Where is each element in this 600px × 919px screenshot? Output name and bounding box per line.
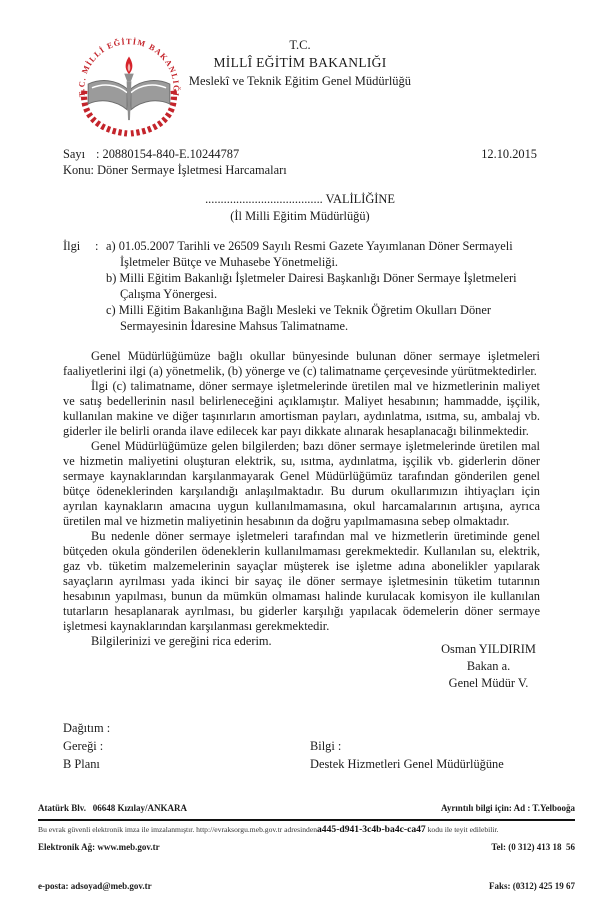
verification-strip — [38, 819, 575, 835]
signer-title-1: Bakan a. — [466, 659, 511, 673]
sayi-label: Sayı — [63, 147, 86, 161]
verification-suffix: kodu ile teyit edilebilir. — [425, 825, 499, 834]
contact-web: Elektronik Ağ: www.meb.gov.tr — [38, 842, 160, 852]
letterhead-tc: T.C. — [289, 38, 311, 52]
recipient-block — [0, 191, 600, 225]
konu-line — [63, 162, 537, 178]
ilgi-item-b: b) Milli Eğitim Bakanlığı İşletmeler Dairesi Başkanlığı Döner Sermaye İşletmeleri Çalışma Yönergesi. — [106, 271, 517, 301]
ilgi-label: İlgi — [63, 239, 81, 253]
closing-line: Bilgilerinizi ve gereğini rica ederim. — [91, 634, 272, 648]
distribution-block — [63, 719, 537, 773]
letter-body — [63, 349, 540, 649]
bilgi-value: Destek Hizmetleri Genel Müdürlüğüne — [310, 757, 504, 771]
ilgi-item-c: c) Milli Eğitim Bakanlığına Bağlı Mesleki ve Teknik Öğretim Okulları Döner Sermayesinin İdaresine Mahsus Talimatname. — [106, 303, 492, 333]
contact-info-person: Ayrıntılı bilgi için: Ad : T.Yelbooğa — [440, 803, 575, 813]
verification-code: a445-d941-3c4b-ba4c-ca47 — [317, 824, 426, 835]
contact-email: e-posta: adsoyad@meb.gov.tr — [38, 881, 152, 891]
letterhead-directorate: Meslekî ve Teknik Eğitim Genel Müdürlüğü — [188, 74, 412, 88]
emblem-circle-text: T.C. MİLLİ EĞİTİM BAKANLIĞI — [77, 37, 181, 98]
konu-label: Konu: — [63, 163, 94, 177]
paragraph-2: İlgi (c) talimatname, döner sermaye işletmelerinde üretilen mal ve hizmetlerinin maliyet ve satış bedellerinin nasıl belirleneceğini açıklamıştır. Maliyet hesabının; hammadde, işçilik, kullanılan makine ve diğer taşınırların amortisman payları, aydınlatma, ısıtma, su, ambalaj vb. giderler ile belirli oranda ilave edilecek kar payı dikkate alınarak hesaplanacağı bilinmektedir. — [63, 379, 540, 438]
ilgi-item-a: a) 01.05.2007 Tarihli ve 26509 Sayılı Resmi Gazete Yayımlanan Döner Sermayeli İşletmeler Bütçe ve Muhasebe Yönetmeliği. — [106, 239, 513, 269]
recipient-line1: ...................................... VALİLİĞİNE — [205, 192, 395, 206]
signature-block — [386, 641, 591, 692]
ilgi-colon: : — [95, 239, 99, 253]
letterhead — [0, 36, 600, 90]
references-block — [63, 238, 545, 334]
recipient-line2: (İl Milli Eğitim Müdürlüğü) — [230, 209, 370, 223]
signer-title-2: Genel Müdür V. — [448, 676, 529, 690]
document-date: 12.10.2015 — [481, 147, 537, 161]
dagitim-label: Dağıtım : — [63, 721, 111, 735]
signer-name: Osman YILDIRIM — [441, 642, 536, 656]
contact-fax: Faks: (0312) 425 19 67 — [489, 881, 575, 891]
geregi-value: B Planı — [63, 757, 100, 771]
contact-left-column — [38, 776, 187, 919]
paragraph-4: Bu nedenle döner sermaye işletmeleri tarafından mal ve hizmetlerin üretiminde genel bütçeden okula gönderilen ödeneklerin kullanılmaması gerekmektedir. Kullanılan su, elektrik, gaz vb. tüketim malzemelerinin sayaçlar müşterek ise işletme adına abonelikler yapılarak sayaçların ayrılması yada ikinci bir sayaç ile döner sermaye işletmesinin tüketim tutarının hesabının yapılması, bunun da mümkün olmaması halinde kurulacak komisyon ile kullanılan tutarların hesaplanarak ayrılması, bu giderler karşılığı yapılacak ödemelerin döner sermaye işletmesi kaynaklarından karşılanması gerekmektedir. — [63, 529, 540, 633]
geregi-label: Gereği : — [63, 739, 104, 753]
contact-address: Atatürk Blv. 06648 Kızılay/ANKARA — [38, 803, 188, 813]
sayi-line — [63, 146, 537, 162]
letterhead-ministry: MİLLÎ EĞİTİM BAKANLIĞI — [213, 55, 387, 70]
contact-right-column — [441, 776, 575, 919]
document-meta — [63, 146, 537, 178]
contact-tel: Tel: (0 312) 413 18 56 — [491, 842, 575, 852]
contact-footer — [38, 776, 575, 919]
bilgi-label: Bilgi : — [310, 739, 342, 753]
paragraph-3: Genel Müdürlüğümüze gelen bilgilerden; bazı döner sermaye işletmelerinde üretilen mal ve hizmetin maliyetini oluşturan elektrik, su, ısıtma, aydınlatma, işçilik vb. giderlerin döner sermaye kaynaklarından karşılanmayarak Genel Müdürlüğümüz tarafından gönderilen genel bütçe ödeneklerinden karşılandığı anlaşılmaktadır. Bu durum okullarımızın ihtiyaçları için ayrılan kaynakların amacına uygun kullanılmamasına, okul harcamalarının artışına, ayrıca üretilen mal ve hizmetin maliyetinin hesabının da doğru yapılmamasına sebep olmaktadır. — [63, 439, 540, 528]
konu-value: Döner Sermaye İşletmesi Harcamaları — [97, 163, 287, 177]
verification-prefix: Bu evrak güvenli elektronik imza ile imzalanmıştır. http://evraksorgu.meb.gov.tr adresinden — [38, 825, 317, 834]
sayi-value: : 20880154-840-E.10244787 — [96, 147, 240, 161]
paragraph-1: Genel Müdürlüğümüze bağlı okullar bünyesinde bulunan döner sermaye işletmeleri faaliyetlerini ilgi (a) yönetmelik, (b) yönerge ve (c) talimatname çerçevesinde yürütmektedirler. — [63, 349, 540, 378]
